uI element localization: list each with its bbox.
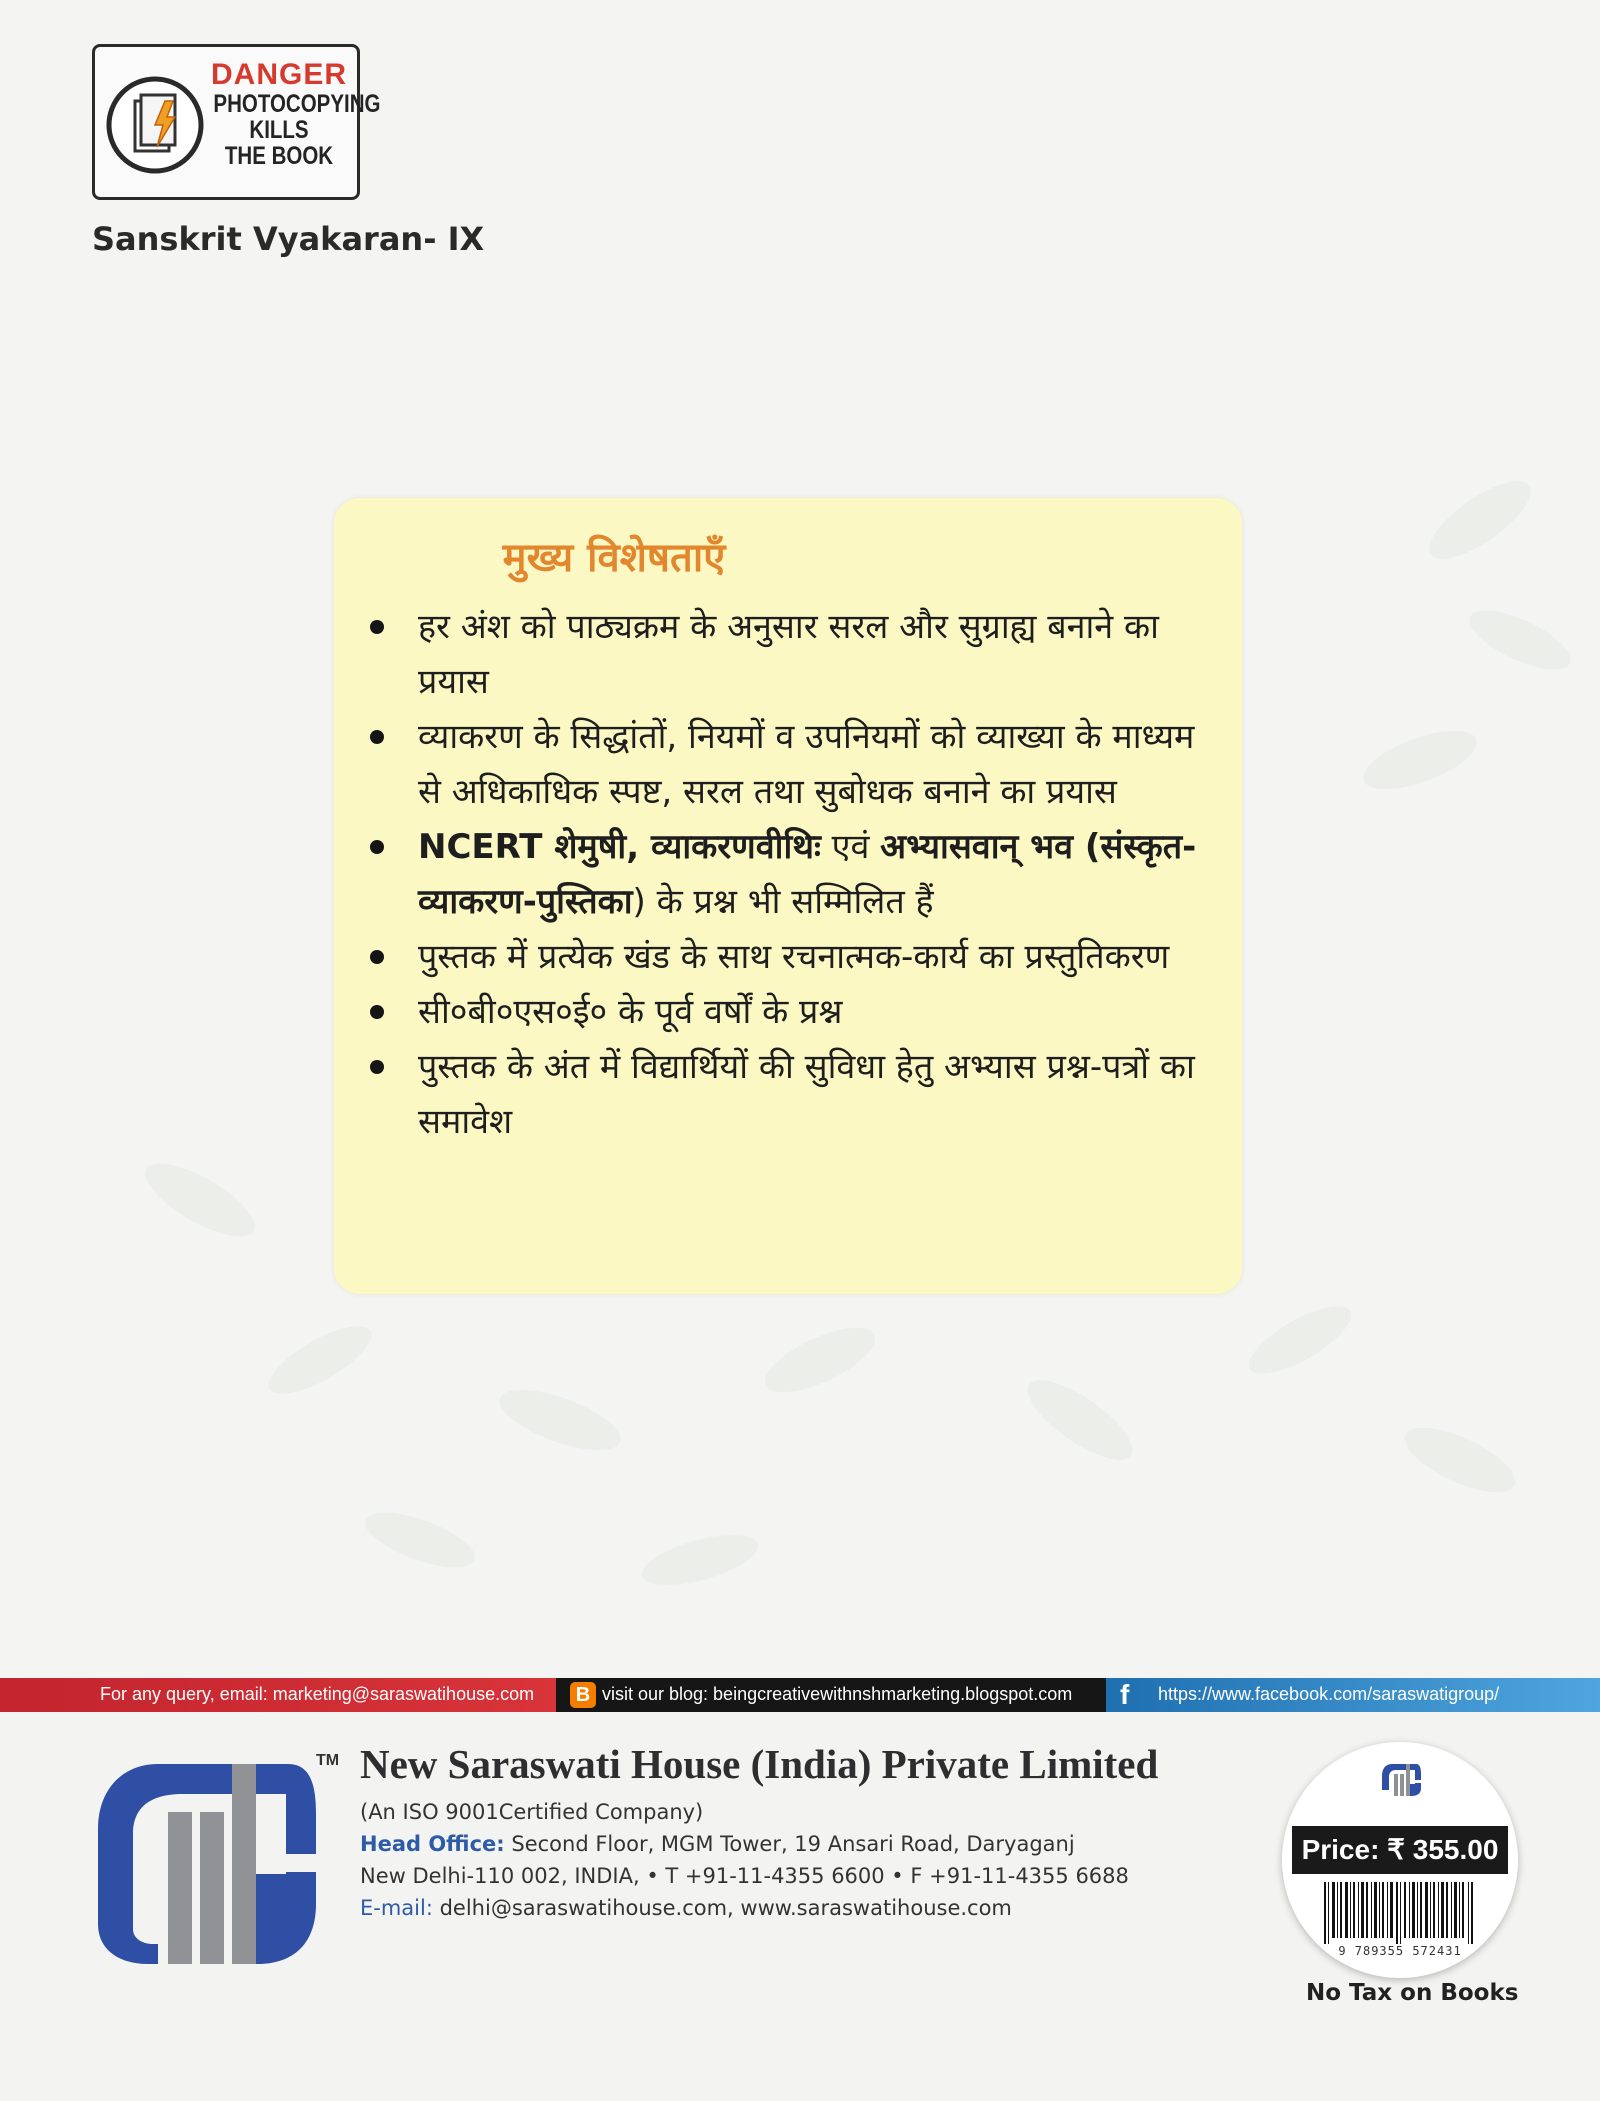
- phone-fax: • T +91-11-4355 6600 • F +91-11-4355 6688: [646, 1864, 1129, 1888]
- danger-line-2: KILLS: [249, 115, 309, 144]
- isbn-number: 9 789355 572431: [1338, 1944, 1462, 1958]
- address-line-2-row: [360, 1864, 1129, 1888]
- features-heading: मुख्य विशेषताएँ: [502, 535, 726, 581]
- query-email-link[interactable]: For any query, email: marketing@saraswatihouse.com: [100, 1684, 535, 1704]
- contact-strip: [0, 1678, 1600, 1712]
- iso-certification: (An ISO 9001Certified Company): [360, 1800, 704, 1824]
- feature-text: हर अंश को पाठ्यक्रम के अनुसार सरल और सुग्राह्य बनाने का प्रयास: [418, 607, 1159, 702]
- bullet-icon: [370, 840, 384, 854]
- bullet-icon: [370, 950, 384, 964]
- feature-bold-abhyasavan: अभ्यासवान् भव: [880, 827, 1074, 867]
- email-website[interactable]: delhi@saraswatihouse.com, www.saraswatihouse.com: [432, 1896, 1012, 1920]
- list-item: [358, 710, 1218, 820]
- head-office-label: Head Office:: [360, 1832, 505, 1856]
- danger-text-block: [199, 58, 381, 170]
- no-tax-label: No Tax on Books: [1306, 1980, 1519, 2006]
- facebook-icon: f: [1120, 1679, 1130, 1710]
- company-name: New Saraswati House (India) Private Limited: [360, 1741, 1159, 1787]
- features-panel: [334, 498, 1242, 1294]
- feature-text: पुस्तक के अंत में विद्यार्थियों की सुविधा हेतु अभ्यास प्रश्न-पत्रों का समावेश: [418, 1047, 1195, 1142]
- feature-text-rest: ) के प्रश्न भी सम्मिलित हैं: [632, 882, 934, 922]
- address-line-1: Second Floor, MGM Tower, 19 Ansari Road, Daryaganj: [504, 1832, 1075, 1856]
- list-item: [358, 820, 1218, 930]
- bullet-icon: [370, 1005, 384, 1019]
- list-item: [358, 600, 1218, 710]
- feature-text: व्याकरण के सिद्धांतों, नियमों व उपनियमों को व्याख्या के माध्यम से अधिकाधिक स्पष्ट, सरल तथा सुबोधक बनाने का प्रयास: [418, 717, 1195, 812]
- book-lightning-icon: [105, 71, 211, 177]
- feature-bold-pustika: संस्कृत-व्याकरण-पुस्तिका: [418, 827, 1197, 922]
- trademark-mark: TM: [316, 1752, 340, 1769]
- publisher-footer: [0, 1712, 1600, 2101]
- price-sticker: [1282, 1742, 1518, 1978]
- list-item: [358, 930, 1218, 985]
- feature-text-mid: एवं: [820, 827, 881, 867]
- price-label: Price: ₹ 355.00: [1292, 1826, 1508, 1874]
- danger-line-3: THE BOOK: [224, 142, 334, 170]
- danger-title: DANGER: [210, 58, 347, 91]
- saraswati-house-logo-icon: [88, 1754, 318, 1972]
- feature-bold-ncert: NCERT शेमुषी, व्याकरणवीथिः: [418, 827, 821, 867]
- email-row: [360, 1896, 1012, 1920]
- danger-line-1: PHOTOCOPYING: [213, 89, 381, 118]
- head-office-address: [360, 1832, 1075, 1856]
- feature-list: [358, 600, 1218, 1150]
- feature-paren-open: (: [1073, 827, 1101, 867]
- email-label: E-mail:: [360, 1896, 433, 1920]
- bullet-icon: [370, 1060, 384, 1074]
- saraswati-house-small-logo-icon: [1380, 1762, 1422, 1798]
- address-line-2: New Delhi-110 002, INDIA,: [360, 1864, 647, 1888]
- list-item: [358, 1040, 1218, 1150]
- list-item: [358, 985, 1218, 1040]
- feature-text: सी०बी०एस०ई० के पूर्व वर्षों के प्रश्न: [418, 992, 843, 1032]
- bullet-icon: [370, 620, 384, 634]
- bullet-icon: [370, 730, 384, 744]
- feature-text: पुस्तक में प्रत्येक खंड के साथ रचनात्मक-कार्य का प्रस्तुतिकरण: [418, 937, 1170, 977]
- blogger-icon: B: [570, 1682, 596, 1708]
- blog-link[interactable]: visit our blog: beingcreativewithnshmarketing.blogspot.com: [602, 1684, 1073, 1704]
- barcode-icon: [1324, 1882, 1476, 1944]
- danger-photocopy-label: [92, 44, 381, 200]
- facebook-link[interactable]: https://www.facebook.com/saraswatigroup/: [1158, 1684, 1500, 1704]
- book-subject-title: Sanskrit Vyakaran- IX: [92, 220, 485, 258]
